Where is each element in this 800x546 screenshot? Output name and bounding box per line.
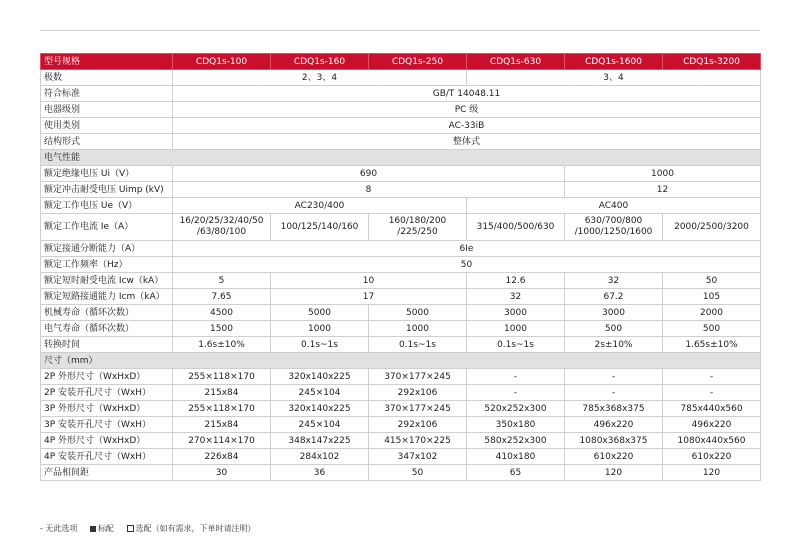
value-cell: 3、4 — [467, 70, 761, 86]
row-label: 4P 安装开孔尺寸（WxH） — [41, 449, 173, 465]
value-cell: 255×118×170 — [173, 369, 271, 385]
value-cell: 12.6 — [467, 273, 565, 289]
value-cell: 245×104 — [271, 417, 369, 433]
table-row — [41, 241, 761, 257]
legend-standard: 标配 — [90, 524, 114, 533]
value-cell: 630/700/800 /1000/1250/1600 — [565, 214, 663, 241]
value-cell: 0.1s~1s — [271, 337, 369, 353]
model-cell: CDQ1s-630 — [467, 54, 565, 70]
value-cell: 215x84 — [173, 385, 271, 401]
table-row — [41, 321, 761, 337]
header-label: 型号规格 — [41, 54, 173, 70]
value-cell: 320x140x225 — [271, 369, 369, 385]
table-row — [41, 433, 761, 449]
value-cell: - — [467, 385, 565, 401]
value-cell: 1500 — [173, 321, 271, 337]
value-cell: - — [663, 369, 761, 385]
legend — [40, 523, 266, 534]
value-cell: 1000 — [369, 321, 467, 337]
value-cell: 8 — [173, 182, 565, 198]
value-cell: 12 — [565, 182, 761, 198]
table-row — [41, 401, 761, 417]
table-row — [41, 118, 761, 134]
row-label: 产品相间距 — [41, 465, 173, 481]
value-cell: 32 — [467, 289, 565, 305]
value-cell: 100/125/140/160 — [271, 214, 369, 241]
value-cell: 3000 — [467, 305, 565, 321]
value-cell: 1080x368x375 — [565, 433, 663, 449]
value-cell: 120 — [565, 465, 663, 481]
row-label: 额定工作频率（Hz） — [41, 257, 173, 273]
row-label: 4P 外形尺寸（WxHxD） — [41, 433, 173, 449]
table-row — [41, 214, 761, 241]
table-row — [41, 134, 761, 150]
value-cell: 0.1s~1s — [467, 337, 565, 353]
legend-optional: 选配（如有需求，下单时请注明） — [127, 524, 256, 533]
value-cell: 4500 — [173, 305, 271, 321]
empty-square-icon — [127, 525, 134, 532]
value-cell: 32 — [565, 273, 663, 289]
value-cell: 610x220 — [565, 449, 663, 465]
value-cell: 67.2 — [565, 289, 663, 305]
row-label: 额定工作电流 Ie（A） — [41, 214, 173, 241]
table-row — [41, 102, 761, 118]
section-row — [41, 353, 761, 369]
value-cell: 1.65s±10% — [663, 337, 761, 353]
value-cell: 496x220 — [663, 417, 761, 433]
value-cell: 5 — [173, 273, 271, 289]
section-row — [41, 150, 761, 166]
row-label: 3P 安装开孔尺寸（WxH） — [41, 417, 173, 433]
row-label: 2P 外形尺寸（WxHxD） — [41, 369, 173, 385]
table-row — [41, 289, 761, 305]
table-row — [41, 369, 761, 385]
model-cell: CDQ1s-250 — [369, 54, 467, 70]
section-title: 尺寸（mm） — [41, 353, 761, 369]
value-cell: 785x368x375 — [565, 401, 663, 417]
legend-none: - 无此选项 — [40, 524, 78, 533]
table-row — [41, 86, 761, 102]
value-cell: 105 — [663, 289, 761, 305]
value-cell: 16/20/25/32/40/50 /63/80/100 — [173, 214, 271, 241]
value-cell: 120 — [663, 465, 761, 481]
value-cell: AC230/400 — [173, 198, 467, 214]
value-cell: 284x102 — [271, 449, 369, 465]
value-cell: 50 — [663, 273, 761, 289]
value-cell: 785x440x560 — [663, 401, 761, 417]
value-cell: 347x102 — [369, 449, 467, 465]
table-row — [41, 385, 761, 401]
value-cell: 5000 — [369, 305, 467, 321]
table-row — [41, 465, 761, 481]
row-label: 符合标准 — [41, 86, 173, 102]
value-cell: 2、3、4 — [173, 70, 467, 86]
value-cell: - — [467, 369, 565, 385]
value-cell: 226x84 — [173, 449, 271, 465]
value-cell: AC-33iB — [173, 118, 761, 134]
table-row — [41, 257, 761, 273]
value-cell: 1000 — [271, 321, 369, 337]
value-cell: 500 — [663, 321, 761, 337]
model-cell: CDQ1s-160 — [271, 54, 369, 70]
row-label: 额定短路接通能力 Icm（kA） — [41, 289, 173, 305]
value-cell: 0.1s~1s — [369, 337, 467, 353]
value-cell: 6Ie — [173, 241, 761, 257]
model-cell: CDQ1s-3200 — [663, 54, 761, 70]
value-cell: 520x252x300 — [467, 401, 565, 417]
value-cell: 5000 — [271, 305, 369, 321]
row-label: 电器级别 — [41, 102, 173, 118]
row-label: 极数 — [41, 70, 173, 86]
row-label: 电气寿命（循环次数） — [41, 321, 173, 337]
value-cell: 500 — [565, 321, 663, 337]
value-cell: 160/180/200 /225/250 — [369, 214, 467, 241]
value-cell: 292x106 — [369, 385, 467, 401]
table-row — [41, 166, 761, 182]
value-cell: 292x106 — [369, 417, 467, 433]
row-label: 额定冲击耐受电压 Uimp (kV) — [41, 182, 173, 198]
value-cell: 370×177×245 — [369, 401, 467, 417]
model-cell: CDQ1s-1600 — [565, 54, 663, 70]
value-cell: 30 — [173, 465, 271, 481]
value-cell: AC400 — [467, 198, 761, 214]
value-cell: 1000 — [467, 321, 565, 337]
row-label: 使用类别 — [41, 118, 173, 134]
value-cell: 50 — [369, 465, 467, 481]
value-cell: 1000 — [565, 166, 761, 182]
value-cell: 415×170×225 — [369, 433, 467, 449]
value-cell: PC 级 — [173, 102, 761, 118]
row-label: 转换时间 — [41, 337, 173, 353]
value-cell: 350x180 — [467, 417, 565, 433]
value-cell: 610x220 — [663, 449, 761, 465]
section-title: 电气性能 — [41, 150, 761, 166]
spec-table — [40, 53, 761, 481]
value-cell: 50 — [173, 257, 761, 273]
row-label: 额定短时耐受电流 Icw（kA） — [41, 273, 173, 289]
value-cell: 348x147x225 — [271, 433, 369, 449]
table-row — [41, 273, 761, 289]
value-cell: - — [565, 385, 663, 401]
value-cell: 1080x440x560 — [663, 433, 761, 449]
header-row — [41, 54, 761, 70]
value-cell: 270×114×170 — [173, 433, 271, 449]
table-row — [41, 305, 761, 321]
value-cell: - — [663, 385, 761, 401]
row-label: 结构形式 — [41, 134, 173, 150]
value-cell: 255×118×170 — [173, 401, 271, 417]
table-row — [41, 417, 761, 433]
table-row — [41, 198, 761, 214]
value-cell: 2s±10% — [565, 337, 663, 353]
table-row — [41, 337, 761, 353]
row-label: 额定工作电压 Ue（V） — [41, 198, 173, 214]
table-row — [41, 182, 761, 198]
row-label: 额定绝缘电压 Ui（V） — [41, 166, 173, 182]
value-cell: GB/T 14048.11 — [173, 86, 761, 102]
value-cell: 17 — [271, 289, 467, 305]
value-cell: 410x180 — [467, 449, 565, 465]
value-cell: 整体式 — [173, 134, 761, 150]
table-row — [41, 449, 761, 465]
value-cell: 36 — [271, 465, 369, 481]
table-row — [41, 70, 761, 86]
value-cell: 320x140x225 — [271, 401, 369, 417]
value-cell: 690 — [173, 166, 565, 182]
value-cell: 1.6s±10% — [173, 337, 271, 353]
value-cell: 65 — [467, 465, 565, 481]
value-cell: 2000/2500/3200 — [663, 214, 761, 241]
row-label: 2P 安装开孔尺寸（WxH） — [41, 385, 173, 401]
value-cell: 2000 — [663, 305, 761, 321]
value-cell: 245×104 — [271, 385, 369, 401]
row-label: 3P 外形尺寸（WxHxD） — [41, 401, 173, 417]
value-cell: 580x252x300 — [467, 433, 565, 449]
value-cell: 3000 — [565, 305, 663, 321]
top-divider — [40, 30, 760, 31]
value-cell: 10 — [271, 273, 467, 289]
filled-square-icon — [90, 526, 96, 532]
value-cell: 7.65 — [173, 289, 271, 305]
value-cell: 370×177×245 — [369, 369, 467, 385]
row-label: 机械寿命（循环次数） — [41, 305, 173, 321]
model-cell: CDQ1s-100 — [173, 54, 271, 70]
value-cell: 215x84 — [173, 417, 271, 433]
value-cell: 315/400/500/630 — [467, 214, 565, 241]
value-cell: - — [565, 369, 663, 385]
value-cell: 496x220 — [565, 417, 663, 433]
row-label: 额定接通分断能力（A） — [41, 241, 173, 257]
